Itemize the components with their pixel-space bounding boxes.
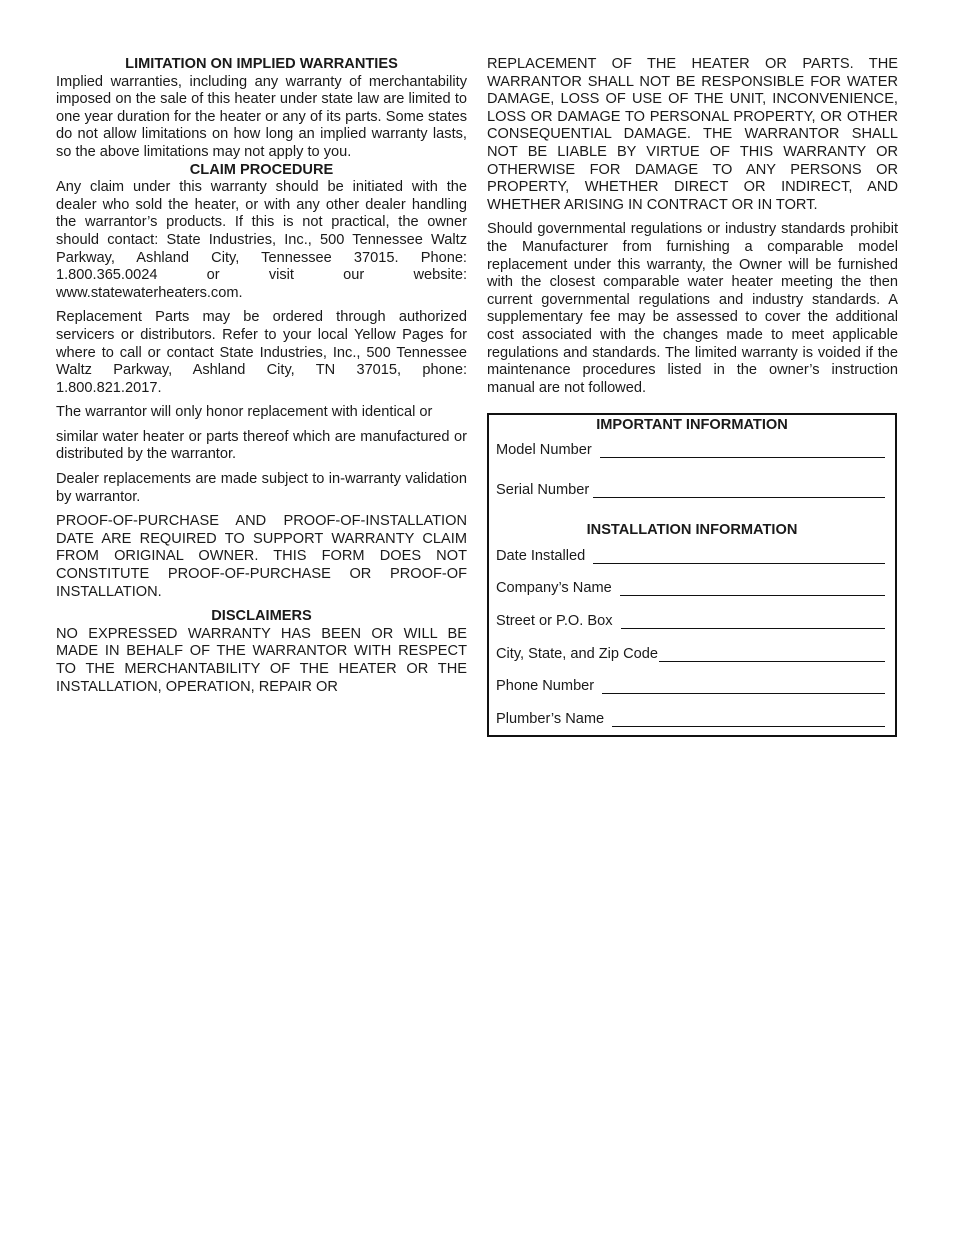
street-label: Street or P.O. Box (496, 613, 613, 629)
disclaimers-text: NO EXPRESSED WARRANTY HAS BEEN OR WILL BE MADE IN BEHALF OF THE WARRANTOR WITH RESPECT TO THE MERCHANTABILITY OF THE HEATER OR THE INSTALLATION, OPERATION, REPAIR OR (56, 625, 467, 695)
plumber-name-line[interactable] (612, 712, 885, 727)
city-state-zip-label: City, State, and Zip Code (496, 646, 658, 662)
company-name-field[interactable] (496, 580, 885, 596)
model-number-label: Model Number (496, 442, 592, 458)
date-installed-field[interactable] (496, 548, 885, 564)
honor-line-2: similar water heater or parts thereof which are manufactured or distributed by the warrantor. (56, 428, 467, 463)
company-name-line[interactable] (620, 581, 885, 596)
limitation-text: Implied warranties, including any warranty of merchantability imposed on the sale of this heater under state law are limited to one year duration for the heater or any of its parts. Some states do not allow limitations on how long an implied warranty lasts, so the above limitations may not apply to you. (56, 73, 467, 160)
proof-text: PROOF-OF-PURCHASE AND PROOF-OF-INSTALLATION DATE ARE REQUIRED TO SUPPORT WARRANTY CLAIM FROM ORIGINAL OWNER. THIS FORM DOES NOT CONSTITUTE PROOF-OF-PURCHASE OR PROOF-OF INSTALLATION. (56, 513, 467, 600)
important-information-heading: IMPORTANT INFORMATION (596, 417, 788, 433)
model-number-line[interactable] (600, 443, 885, 458)
date-installed-label: Date Installed (496, 548, 586, 564)
city-state-zip-field[interactable] (496, 646, 885, 662)
disclaimers-heading: DISCLAIMERS (211, 608, 312, 625)
phone-number-field[interactable] (496, 678, 885, 694)
phone-number-label: Phone Number (496, 678, 595, 694)
serial-number-field[interactable] (496, 482, 885, 498)
plumber-name-label: Plumber’s Name (496, 711, 605, 727)
right-column (487, 56, 898, 397)
honor-line-1: The warrantor will only honor replacement with identical or (56, 404, 433, 421)
dealer-text: Dealer replacements are made subject to in-warranty validation by warrantor. (56, 471, 467, 505)
serial-number-line[interactable] (593, 483, 885, 498)
claim-heading: CLAIM PROCEDURE (189, 161, 334, 178)
claim-text: Any claim under this warranty should be initiated with the dealer who sold the heater, or with any other dealer handling the warrantor’s products. If this is not practical, the owner should contact: State Industries, Inc., 500 Tennessee Waltz Parkway, Ashland City, Tennessee 37015. Phone: 1.800.365.0024 or visit our website: www.statewaterheaters.com. (56, 179, 467, 301)
model-number-field[interactable] (496, 442, 885, 458)
left-column (56, 56, 467, 696)
street-field[interactable] (496, 613, 885, 629)
company-name-label: Company’s Name (496, 580, 612, 596)
date-installed-line[interactable] (593, 549, 885, 564)
regulations-text: Should governmental regulations or industry standards prohibit the Manufacturer from furnishing a comparable model replacement under this warranty, the Owner will be furnished with the closest comparable water heater meeting the then current governmental regulations and industry standards. A supplementary fee may be assessed to cover the additional cost associated with the changes made to meet applicable regulations and standards. The limited warranty is voided if the maintenance procedures listed in the owner’s instruction manual are not followed. (487, 221, 898, 396)
phone-number-line[interactable] (602, 679, 885, 694)
street-line[interactable] (621, 614, 885, 629)
replacement-parts-text: Replacement Parts may be ordered through authorized servicers or distributors. Refer to your local Yellow Pages for where to call or contact State Industries, Inc., 500 Tennessee Waltz Parkway, Ashland City, TN 37015, phone: 1.800.821.2017. (56, 309, 467, 396)
limitation-heading: LIMITATION ON IMPLIED WARRANTIES (125, 56, 398, 72)
plumber-name-field[interactable] (496, 711, 885, 727)
serial-number-label: Serial Number (496, 482, 590, 498)
disclaimers-continued: REPLACEMENT OF THE HEATER OR PARTS. THE WARRANTOR SHALL NOT BE RESPONSIBLE FOR WATER DAMAGE, LOSS OF USE OF THE UNIT, INCONVENIENCE, LOSS OR DAMAGE TO PERSONAL PROPERTY, OR OTHER CONSEQUENTIAL DAMAGE. THE WARRANTOR SHALL NOT BE LIABLE BY VIRTUE OF THIS WARRANTY OR OTHERWISE FOR DAMAGE TO ANY PERSONS OR PROPERTY, WHETHER DIRECT OR INDIRECT, AND WHETHER ARISING IN CONTRACT OR IN TORT. (487, 56, 898, 213)
city-state-zip-line[interactable] (659, 647, 885, 662)
information-box (487, 413, 897, 737)
installation-information-heading: INSTALLATION INFORMATION (586, 522, 798, 538)
